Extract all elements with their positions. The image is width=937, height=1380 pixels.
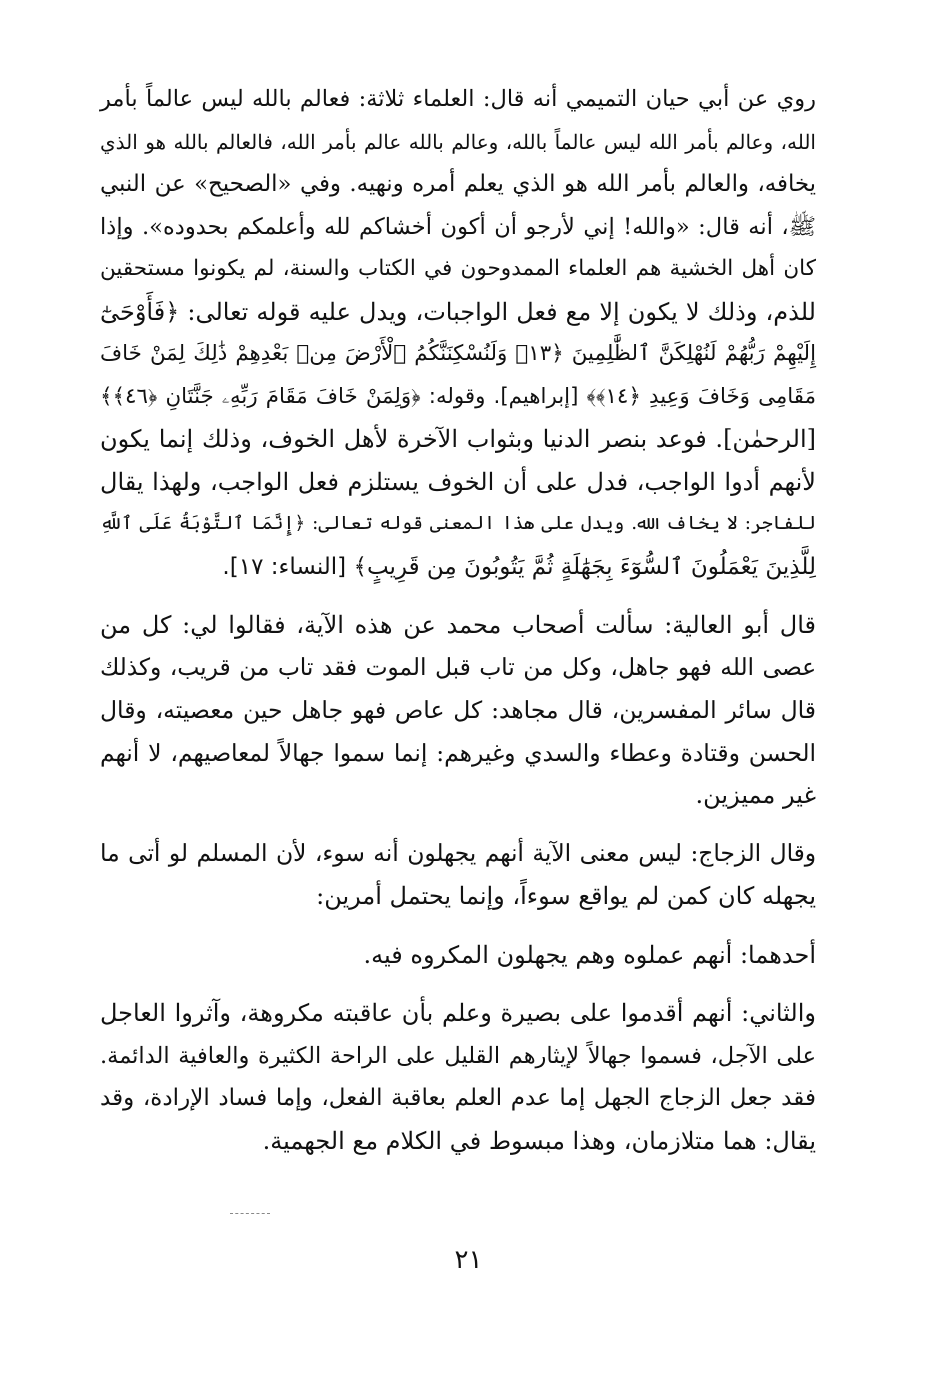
quran-line: إِلَيْهِمْ رَبُّهُمْ لَنُهْلِكَنَّ ٱلظَّٰلِمِينَ ﴿١٣﴾ وَلَنُسْكِنَنَّكُمُ ٱلْأَرْضَ مِنۢ بَعْدِهِمْ ذَٰلِكَ لِمَنْ خَافَ [100,341,816,366]
text-line: أحدهما: أنهم عملوه وهم يجهلون المكروه فيه. [363,940,816,969]
paragraph-5 [100,992,836,1162]
page-body [100,78,836,1162]
text-line: عصى الله فهو جاهل، وكل من تاب قبل الموت فقد تاب من قريب، وكذلك [100,653,816,681]
paragraph-3 [100,833,836,918]
text-line: روي عن أبي حيان التميمي أنه قال: العلماء ثلاثة: فعالم بالله ليس عالماً بأمر [100,86,816,112]
text-line: يخافه، والعالم بأمر الله هو الذي يعلم أمره ونهيه. وفي «الصحيح» عن النبي [100,171,816,197]
paragraph-4 [100,934,836,977]
text-line: وقال الزجاج: ليس معنى الآية أنهم يجهلون أنه سوء، لأن المسلم لو أتى ما [100,839,816,867]
quran-line: مَقَامِى وَخَافَ وَعِيدِ ﴿١٤﴾﴾ [إبراهيم]. وقوله: ﴿وَلِمَنْ خَافَ مَقَامَ رَبِّهِۦ جَنَّتَانِ ﴿٤٦﴾﴾ [100,383,816,409]
text-line: فقد جعل الزجاج الجهل إما عدم العلم بعاقبة الفعل، وإما فساد الإرادة، وقد [100,1085,816,1111]
text-line: ﷺ، أنه قال: «والله! إني لأرجو أن أكون أخشاكم لله وأعلمكم بحدوده». وإذا [100,213,816,240]
text-line: [الرحمٰن]. فوعد بنصر الدنيا وبثواب الآخرة لأهل الخوف، وذلك إنما يكون [100,425,816,453]
quran-line: لِلَّذِينَ يَعْمَلُونَ ٱلسُّوٓءَ بِجَهَٰلَةٍ ثُمَّ يَتُوبُونَ مِن قَرِيبٍ﴾ [النساء: ١٧]. [222,553,816,580]
text-line: غير مميزين. [695,781,816,809]
text-line: كان أهل الخشية هم العلماء الممدوحون في الكتاب والسنة، لم يكونوا مستحقين [100,256,816,281]
text-line: لأنهم أدوا الواجب، فدل على أن الخوف يستلزم فعل الواجب، ولهذا يقال [100,467,816,496]
text-line: الحسن وقتادة وعطاء والسدي وغيرهم: إنما سموا جهالاً لمعاصيهم، لا أنهم [100,738,816,767]
scan-mark [230,1213,270,1214]
text-line: قال أبو العالية: سألت أصحاب محمد عن هذه الآية، فقالوا لي: كل من [100,611,816,639]
text-line: للفاجر: لا يخاف الله. ويدل على هذا المعنى قوله تعالى: ﴿إِنَّمَا ٱلتَّوْبَةُ عَلَى ٱللَّهِ [100,513,816,534]
paragraph-1 [100,78,836,588]
text-line: قال سائر المفسرين، قال مجاهد: كل عاص فهو جاهل حين معصيته، وقال [100,696,816,724]
text-line: على الآجل، فسموا جهالاً لإيثارهم القليل على الراحة الكثيرة والعافية الدائمة. [100,1042,816,1069]
text-line: يجهله كان كمن لم يواقع سوءاً، وإنما يحتمل أمرين: [316,882,816,910]
text-line: والثاني: أنهم أقدموا على بصيرة وعلم بأن عاقبته مكروهة، وآثروا العاجل [100,999,816,1027]
text-line: يقال: هما متلازمان، وهذا مبسوط في الكلام مع الجهمية. [262,1126,816,1155]
text-line: الله، وعالم بأمر الله ليس عالماً بالله، وعالم بالله عالم بأمر الله، فالعالم بالله هو الذي [100,129,816,154]
text-line: للذم، وذلك لا يكون إلا مع فعل الواجبات، ويدل عليه قوله تعالى: ﴿فَأَوْحَىٰٓ [100,297,816,326]
paragraph-2 [100,604,836,817]
page-number: ٢١ [454,1245,483,1275]
